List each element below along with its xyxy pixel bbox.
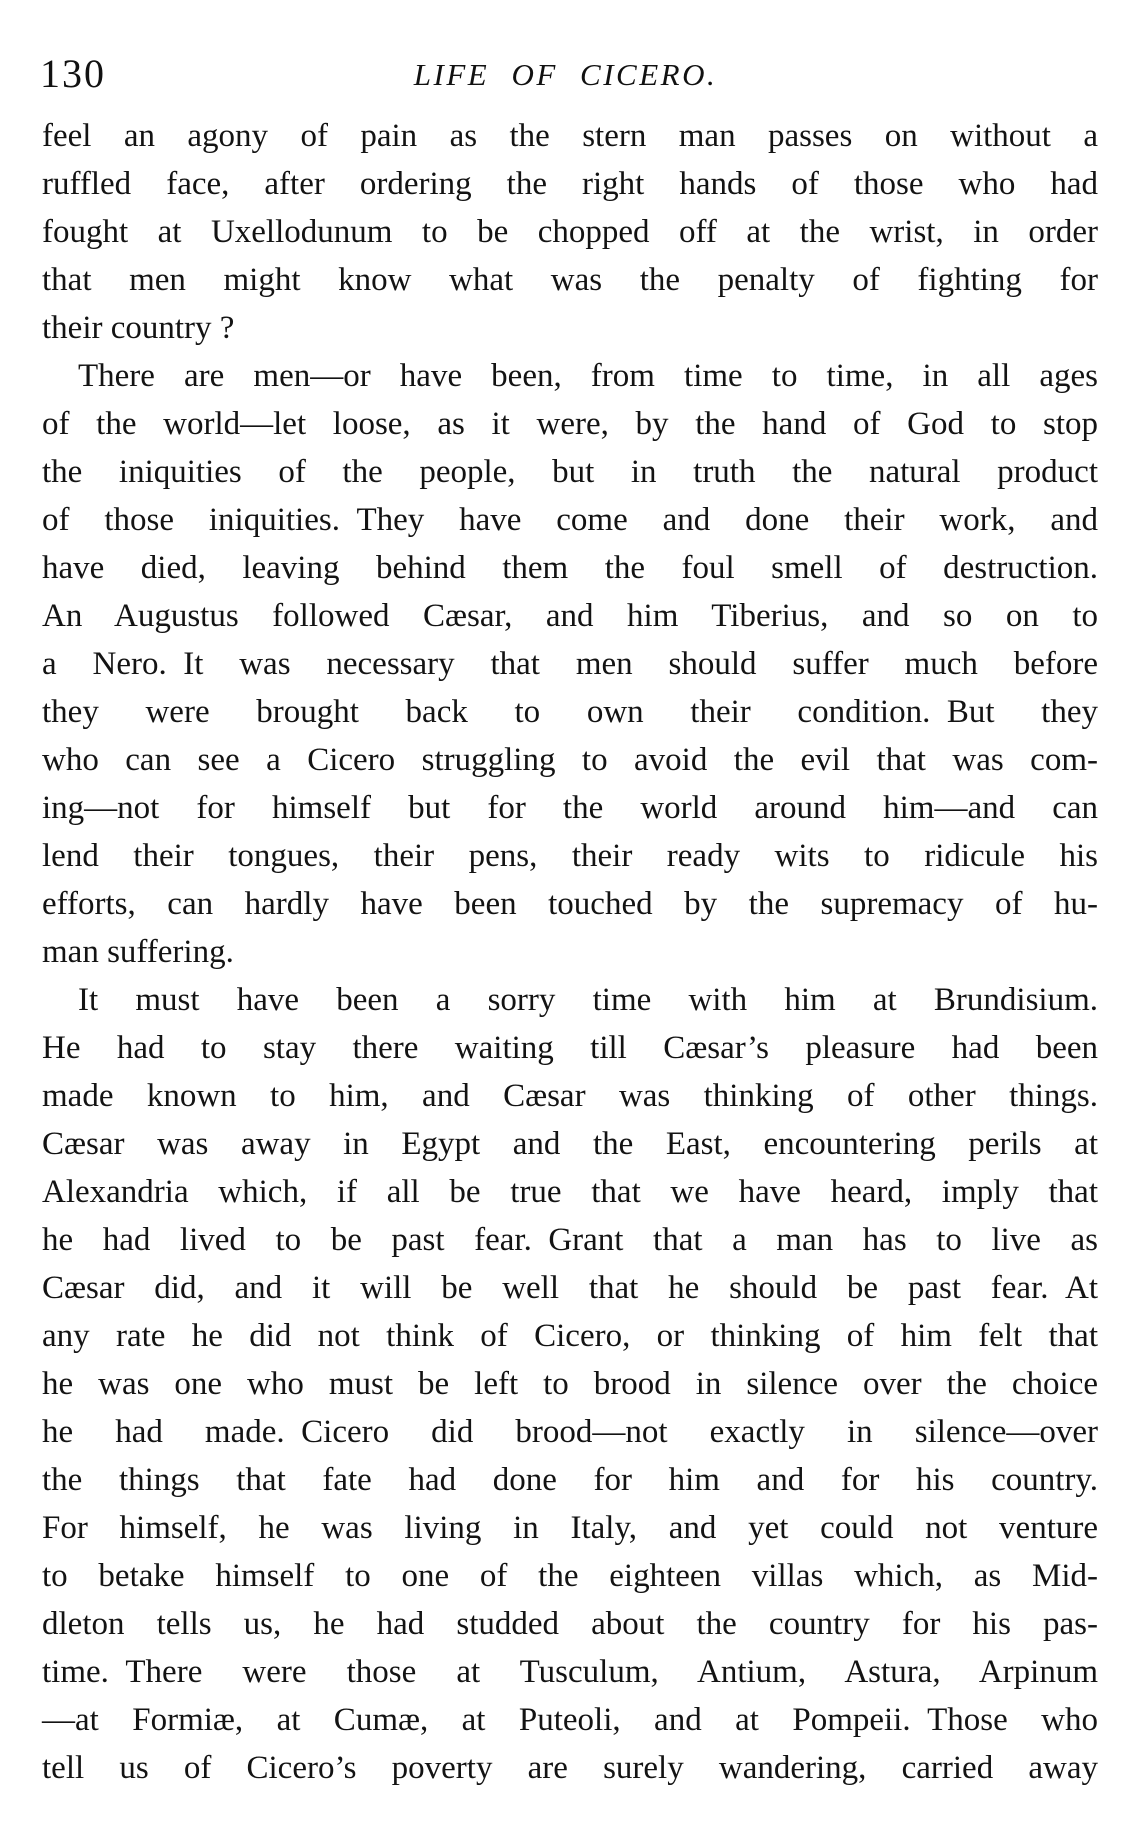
text-line: a Nero. It was necessary that men should suffer much before	[42, 646, 1098, 682]
text-line: lend their tongues, their pens, their ready wits to ridicule his	[42, 838, 1098, 874]
text-line: that men might know what was the penalty of fighting for	[42, 262, 1098, 298]
text-line: their country ?	[42, 310, 235, 346]
text-line: Cæsar did, and it will be well that he should be past fear. At	[42, 1270, 1098, 1306]
text-line: of those iniquities. They have come and done their work, and	[42, 502, 1098, 538]
text-line: he was one who must be left to brood in silence over the choice	[42, 1366, 1098, 1402]
text-line: have died, leaving behind them the foul smell of destruction.	[42, 550, 1098, 586]
page-body	[42, 112, 1098, 1792]
text-line: man suffering.	[42, 934, 234, 970]
text-line: Cæsar was away in Egypt and the East, encountering perils at	[42, 1126, 1098, 1162]
text-line: tell us of Cicero’s poverty are surely wandering, carried away	[42, 1750, 1098, 1786]
page-number: 130	[40, 51, 106, 96]
text-line: the things that fate had done for him and for his country.	[42, 1462, 1098, 1498]
text-line: he had made. Cicero did brood—not exactly in silence—over	[42, 1414, 1098, 1450]
text-line: the iniquities of the people, but in truth the natural product	[42, 454, 1098, 490]
text-line: of the world—let loose, as it were, by the hand of God to stop	[42, 406, 1098, 442]
text-line: An Augustus followed Cæsar, and him Tiberius, and so on to	[42, 598, 1098, 634]
text-line: efforts, can hardly have been touched by the supremacy of hu-	[42, 886, 1098, 922]
text-line: made known to him, and Cæsar was thinking of other things.	[42, 1078, 1098, 1114]
text-line: to betake himself to one of the eighteen villas which, as Mid-	[42, 1558, 1098, 1594]
text-line: There are men—or have been, from time to time, in all ages	[78, 358, 1098, 394]
text-line: he had lived to be past fear. Grant that a man has to live as	[42, 1222, 1098, 1258]
text-line: any rate he did not think of Cicero, or thinking of him felt that	[42, 1318, 1098, 1354]
text-line: dleton tells us, he had studded about the country for his pas-	[42, 1606, 1098, 1642]
running-header-title: LIFE OF CICERO.	[413, 57, 718, 92]
text-line: time. There were those at Tusculum, Antium, Astura, Arpinum	[42, 1654, 1098, 1690]
text-line: It must have been a sorry time with him at Brundisium.	[78, 982, 1098, 1018]
text-line: fought at Uxellodunum to be chopped off at the wrist, in order	[42, 214, 1098, 250]
text-line: He had to stay there waiting till Cæsar’s pleasure had been	[42, 1030, 1098, 1066]
text-line: For himself, he was living in Italy, and yet could not venture	[42, 1510, 1098, 1546]
text-line: they were brought back to own their condition. But they	[42, 694, 1098, 730]
text-line: feel an agony of pain as the stern man passes on without a	[42, 118, 1098, 154]
text-line: ruffled face, after ordering the right hands of those who had	[42, 166, 1098, 202]
text-line: Alexandria which, if all be true that we have heard, imply that	[42, 1174, 1098, 1210]
text-line: who can see a Cicero struggling to avoid the evil that was com-	[42, 742, 1098, 778]
text-line: ing—not for himself but for the world around him—and can	[42, 790, 1098, 826]
text-line: —at Formiæ, at Cumæ, at Puteoli, and at Pompeii. Those who	[42, 1702, 1098, 1738]
